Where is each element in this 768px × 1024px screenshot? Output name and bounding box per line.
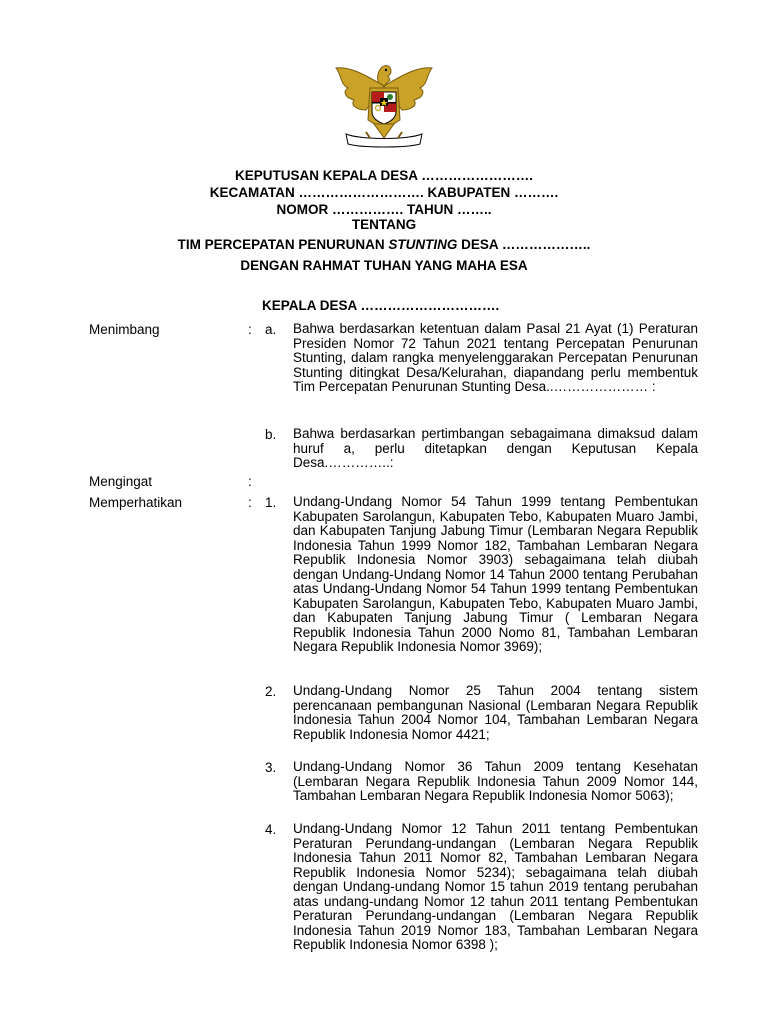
decree-subject: TIM PERCEPATAN PENURUNAN STUNTING DESA ……………….. xyxy=(177,237,591,252)
menimbang-colon: : xyxy=(248,322,252,337)
mengingat-colon: : xyxy=(248,474,252,489)
decree-district-line: KECAMATAN ………………………. KABUPATEN ………. xyxy=(209,185,559,200)
garuda-pancasila-emblem-icon xyxy=(330,58,438,150)
menimbang-item-text: Bahwa berdasarkan ketentuan dalam Pasal 21 Ayat (1) Peraturan Presiden Nomor 72 Tahun 2021 tentang Percepatan Penurunan Stunting, dalam rangka menyelenggarakan Percepatan Penurunan Stunting ditingkat Desa/Kelurahan, diapandang perlu membentuk Tim Percepatan Penurunan Stunting Desa..………………… : xyxy=(293,321,698,394)
mengingat-label: Mengingat xyxy=(89,474,153,489)
menimbang-marker: b. xyxy=(265,427,277,442)
memperhatikan-marker: 1. xyxy=(265,495,277,510)
decree-number-line: NOMOR ……………. TAHUN …….. xyxy=(276,202,492,217)
menimbang-marker: a. xyxy=(265,322,277,337)
memperhatikan-marker: 4. xyxy=(265,822,277,837)
decree-tentang: TENTANG xyxy=(351,217,417,232)
stunting-italic: STUNTING xyxy=(388,237,458,252)
menimbang-item-text: Bahwa berdasarkan pertimbangan sebagaimana dimaksud dalam huruf a, perlu ditetapkan dengan Keputusan Kepala Desa.…………..: xyxy=(293,426,698,470)
memperhatikan-marker: 2. xyxy=(265,684,277,699)
issuer-heading: KEPALA DESA …………………………. xyxy=(262,298,500,313)
memperhatikan-item-text: Undang-Undang Nomor 36 Tahun 2009 tentang Kesehatan (Lembaran Negara Republik Indonesia Tahun 2009 Nomor 144, Tambahan Lembaran Negara Republik Indonesia Nomor 5063); xyxy=(293,759,698,803)
memperhatikan-item-text: Undang-Undang Nomor 25 Tahun 2004 tentang sistem perencanaan pembangunan Nasional (Lembaran Negara Republik Indonesia Tahun 2004 Nomor 104, Tambahan Lembaran Negara Republik Indonesia Nomor 4421; xyxy=(293,683,698,742)
memperhatikan-colon: : xyxy=(248,495,252,510)
memperhatikan-item-text: Undang-Undang Nomor 12 Tahun 2011 tentang Pembentukan Peraturan Perundang-undangan (Lembaran Negara Republik Indonesia Tahun 2011 Nomor 82, Tambahan Lembaran Negara Republik Indonesia Nomor 5234); sebagaimana telah diubah dengan Undang-undang Nomor 15 tahun 2019 tentang perubahan atas undang-undang Nomor 12 tahun 2011 tentang Pembentukan Peraturan Perundang-undangan (Lembaran Negara Republik Indonesia Tahun 2019 Nomor 183, Tambahan Lembaran Negara Republik Indonesia Nomor 6398 ); xyxy=(293,821,698,952)
memperhatikan-item-text: Undang-Undang Nomor 54 Tahun 1999 tentang Pembentukan Kabupaten Sarolangun, Kabupaten Tebo, Kabupaten Muaro Jambi, dan Kabupaten Tanjung Jabung Timur (Lembaran Negara Republik Indonesia Tahun 1999 Nomor 182, Tambahan Lembaran Negara Republik Indonesia Nomor 3903) sebagaimana telah diubah dengan Undang-Undang Nomor 14 Tahun 2000 tentang Perubahan atas Undang-Undang Nomor 54 Tahun 1999 tentang Pembentukan Kabupaten Sarolangun, Kabupaten Tebo, Kabupaten Muaro Jambi, dan Kabupaten Tanjung Jabung Timur ( Lembaran Negara Republik Indonesia Tahun 2000 Nomo 81, Tambahan Lembaran Negara Republik Indonesia Nomor 3969); xyxy=(293,494,698,654)
decree-title: KEPUTUSAN KEPALA DESA ……………………. xyxy=(234,168,533,183)
decree-invocation: DENGAN RAHMAT TUHAN YANG MAHA ESA xyxy=(240,258,528,273)
memperhatikan-marker: 3. xyxy=(265,760,277,775)
menimbang-label: Menimbang xyxy=(89,322,160,337)
memperhatikan-label: Memperhatikan xyxy=(89,495,183,510)
